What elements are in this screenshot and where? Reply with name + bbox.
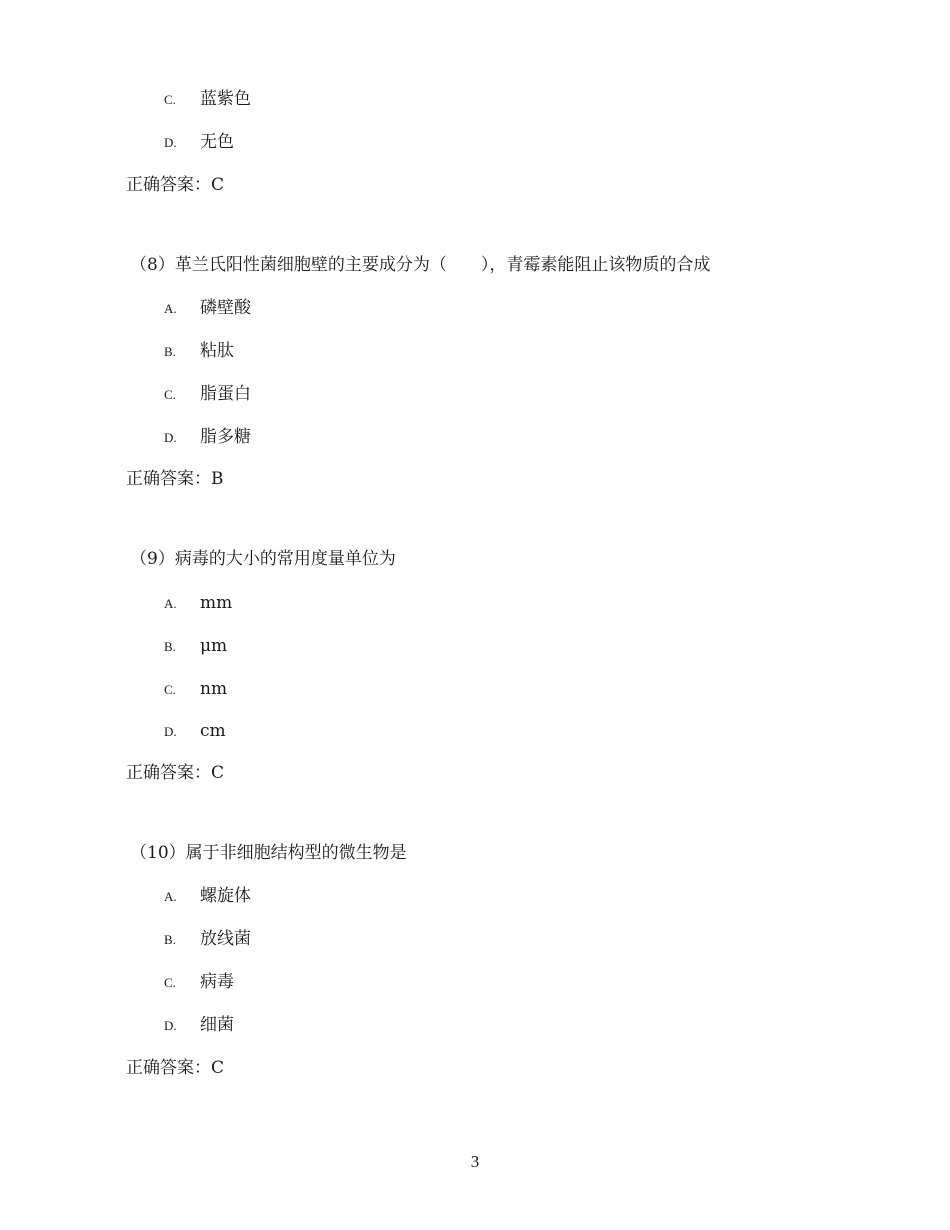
option-text: mm <box>200 593 233 613</box>
correct-answer: 正确答案：C <box>126 763 225 783</box>
option-d <box>164 131 234 154</box>
question-text: （8）革兰氏阳性菌细胞壁的主要成分为（ ），青霉素能阻止该物质的合成 <box>130 255 711 275</box>
option-letter: B. <box>164 344 176 359</box>
option-text: cm <box>200 721 226 741</box>
option-c <box>164 678 227 701</box>
option-letter: C. <box>164 387 176 402</box>
option-text: 细菌 <box>200 1015 234 1035</box>
option-letter: A. <box>164 596 177 611</box>
option-d <box>164 426 251 449</box>
option-letter: B. <box>164 932 176 947</box>
option-letter: A. <box>164 889 177 904</box>
option-letter: A. <box>164 301 177 316</box>
option-a <box>164 885 251 908</box>
option-d <box>164 720 226 743</box>
option-b <box>164 635 227 658</box>
option-letter: D. <box>164 430 177 445</box>
option-text: 病毒 <box>200 972 234 992</box>
option-b <box>164 340 234 363</box>
option-d <box>164 1014 234 1037</box>
option-letter: B. <box>164 639 176 654</box>
option-c <box>164 88 251 111</box>
option-c <box>164 383 251 406</box>
option-letter: C. <box>164 92 176 107</box>
option-a <box>164 297 251 320</box>
correct-answer: 正确答案：B <box>126 469 224 489</box>
option-text: 蓝紫色 <box>200 89 251 109</box>
question-text: （10）属于非细胞结构型的微生物是 <box>130 843 407 863</box>
option-letter: C. <box>164 975 176 990</box>
option-text: 螺旋体 <box>200 886 251 906</box>
option-letter: D. <box>164 724 177 739</box>
correct-answer: 正确答案：C <box>126 175 225 195</box>
page-number: 3 <box>470 1152 480 1171</box>
option-text: 粘肽 <box>200 341 234 361</box>
option-letter: D. <box>164 1018 177 1033</box>
option-text: 磷壁酸 <box>200 298 251 318</box>
option-text: nm <box>200 679 228 699</box>
option-text: μm <box>200 636 228 656</box>
option-text: 放线菌 <box>200 929 251 949</box>
option-letter: D. <box>164 135 177 150</box>
option-letter: C. <box>164 682 176 697</box>
question-text: （9）病毒的大小的常用度量单位为 <box>130 549 396 569</box>
option-text: 脂多糖 <box>200 427 251 447</box>
option-b <box>164 928 251 951</box>
option-text: 脂蛋白 <box>200 384 251 404</box>
option-c <box>164 971 234 994</box>
option-text: 无色 <box>200 132 234 152</box>
option-a <box>164 592 232 615</box>
correct-answer: 正确答案：C <box>126 1058 225 1078</box>
